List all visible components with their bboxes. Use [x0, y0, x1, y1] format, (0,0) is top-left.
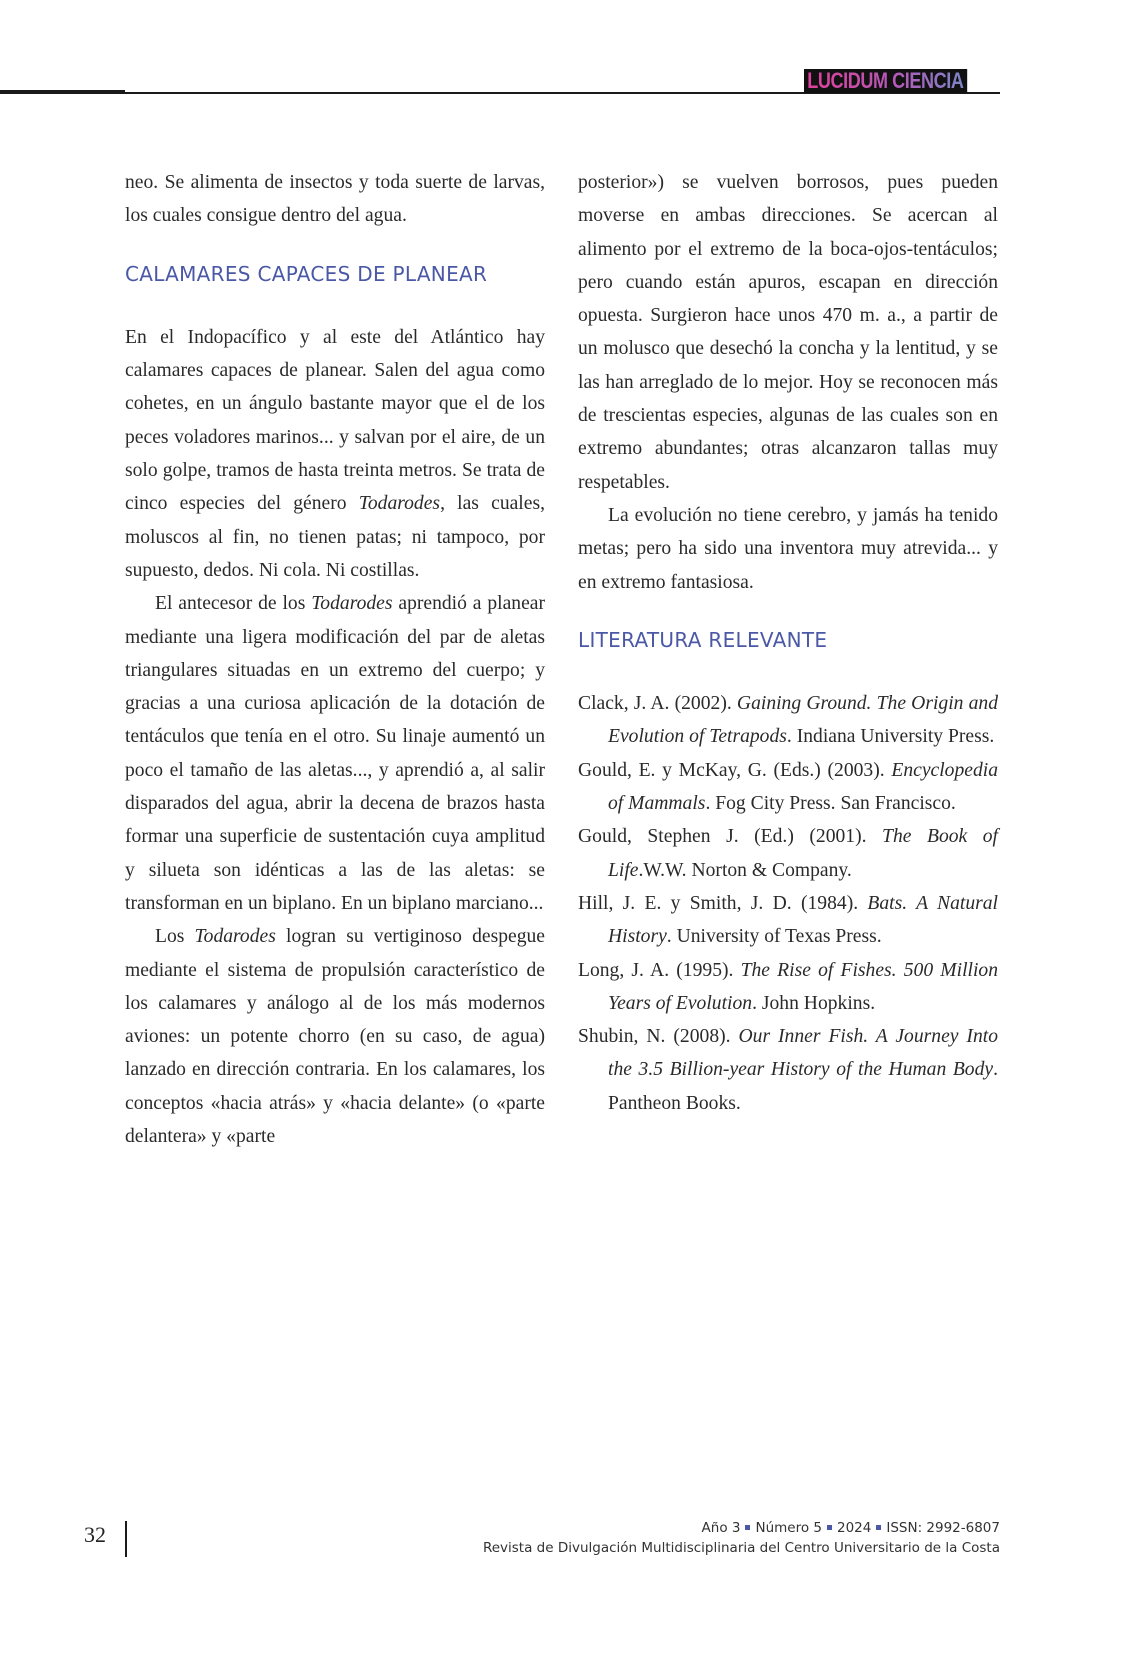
- reference-item: [578, 754, 998, 821]
- issue-line: [483, 1518, 1000, 1538]
- ref-publisher: . University of Texas Press.: [666, 926, 882, 948]
- section-heading-literatura: LITERATURA RELEVANTE: [578, 627, 828, 652]
- footer-divider: [125, 1521, 127, 1557]
- genus-name: Todarodes: [194, 926, 276, 948]
- ref-authors: Hill, J. E. y Smith, J. D. (1984).: [578, 892, 868, 914]
- square-bullet-icon: [745, 1525, 750, 1530]
- text: aprendió a planear mediante una ligera modificación del par de aletas triangulares situadas en un extremo del cuerpo; y gracias a una curiosa aplicación de la dotación de tentáculos que tenía en el otro. Su linaje aumentó un poco el tamaño de las aletas..., y aprendió a, al salir disparados del agua, abrir la decena de brazos hasta formar una superficie de sustentación cuya amplitud y silueta son idénticas a las de las aletas: se transforman en un biplano. En un biplano marciano...: [125, 593, 546, 914]
- paragraph: [125, 920, 545, 1153]
- square-bullet-icon: [876, 1525, 881, 1530]
- reference-item: [578, 887, 998, 954]
- ref-authors: Long, J. A. (1995).: [578, 959, 741, 981]
- text: Los: [155, 926, 195, 948]
- ref-publisher: . John Hopkins.: [752, 992, 876, 1014]
- paragraph: La evolución no tiene cerebro, y jamás ha tenido metas; pero ha sido una inventora muy atrevida... y en extremo fantasiosa.: [578, 504, 998, 593]
- right-column: [578, 166, 998, 1120]
- ref-title: The Book of Life: [608, 826, 999, 881]
- issue-year: Año 3: [701, 1520, 741, 1536]
- reference-item: [578, 687, 998, 754]
- genus-name: Todarodes: [311, 593, 393, 615]
- ref-authors: Shubin, N. (2008).: [578, 1026, 739, 1048]
- left-column: [125, 166, 545, 1153]
- paragraph: [125, 321, 545, 587]
- ref-title: Bats. A Natural History: [608, 892, 998, 948]
- footer-info: [483, 1518, 1000, 1558]
- header-rule-thick: [0, 90, 125, 94]
- issn: ISSN: 2992-6807: [886, 1520, 1000, 1536]
- paragraph: posterior») se vuelven borrosos, pues pueden moverse en ambas direcciones. Se acercan al alimento por el extremo de la boca-ojos-tentáculos; pero cuando están apuros, escapan en dirección opuesta. Surgieron hace unos 470 m. a., a partir de un molusco que desechó la concha y la lentitud, y se las han arreglado de lo mejor. Hoy se reconocen más de trescientas especies, algunas de las cuales son en extremo abundantes; otras alcanzaron tallas muy respetables.: [578, 172, 998, 493]
- reference-item: [578, 1020, 998, 1120]
- reference-item: [578, 820, 998, 887]
- ref-publisher: . Fog City Press. San Francisco.: [705, 793, 956, 815]
- ref-publisher: . Pantheon Books.: [608, 1059, 998, 1114]
- ref-title: The Rise of Fishes. 500 Million Years of Evolution: [608, 959, 999, 1014]
- reference-list: [578, 687, 998, 1120]
- ref-title: Gaining Ground. The Origin and Evolution of Tetrapods: [608, 693, 998, 748]
- page-number: 32: [84, 1522, 106, 1547]
- ref-title: Our Inner Fish. A Journey Into the 3.5 Billion-year History of the Human Body: [608, 1026, 998, 1081]
- ref-publisher: . Indiana University Press.: [786, 726, 995, 748]
- text: , las cuales, moluscos al fin, no tienen patas; ni tampoco, por supuesto, dedos. Ni cola. Ni costillas.: [125, 493, 545, 581]
- journal-logo: [804, 69, 967, 93]
- ref-publisher: .W.W. Norton & Company.: [638, 859, 852, 881]
- issue-date: 2024: [836, 1520, 872, 1536]
- text: En el Indopacífico y al este del Atlántico hay calamares capaces de planear. Salen del agua como cohetes, en un ángulo bastante mayor que el de los peces voladores marinos... y salvan por el aire, de un solo golpe, tramos de hasta treinta metros. Se trata de cinco especies del género: [125, 326, 545, 515]
- paragraph: neo. Se alimenta de insectos y toda suerte de larvas, los cuales consigue dentro del agua.: [125, 172, 545, 227]
- paragraph: [125, 587, 545, 920]
- ref-title: Encyclopedia of Mammals: [608, 759, 998, 815]
- issue-number: Número 5: [755, 1520, 822, 1536]
- text: logran su vertiginoso despegue mediante el sistema de propulsión característico de los calamares y análogo al de los más modernos aviones: un potente chorro (en su caso, de agua) lanzado en dirección contraria. En los calamares, los conceptos «hacia atrás» y «hacia delante» (o «parte delantera» y «parte: [125, 926, 545, 1148]
- ref-authors: Clack, J. A. (2002).: [578, 693, 737, 715]
- reference-item: [578, 954, 998, 1021]
- section-heading-calamares: CALAMARES CAPACES DE PLANEAR: [125, 261, 488, 286]
- journal-name: Revista de Divulgación Multidisciplinaria del Centro Universitario de la Costa: [482, 1540, 1000, 1556]
- text: El antecesor de los: [155, 593, 312, 615]
- ref-authors: Gould, Stephen J. (Ed.) (2001).: [578, 826, 883, 848]
- ref-authors: Gould, E. y McKay, G. (Eds.) (2003).: [578, 759, 892, 781]
- square-bullet-icon: [827, 1525, 832, 1530]
- logo-text: LUCIDUM CIENCIA: [807, 68, 964, 93]
- genus-name: Todarodes: [358, 493, 441, 515]
